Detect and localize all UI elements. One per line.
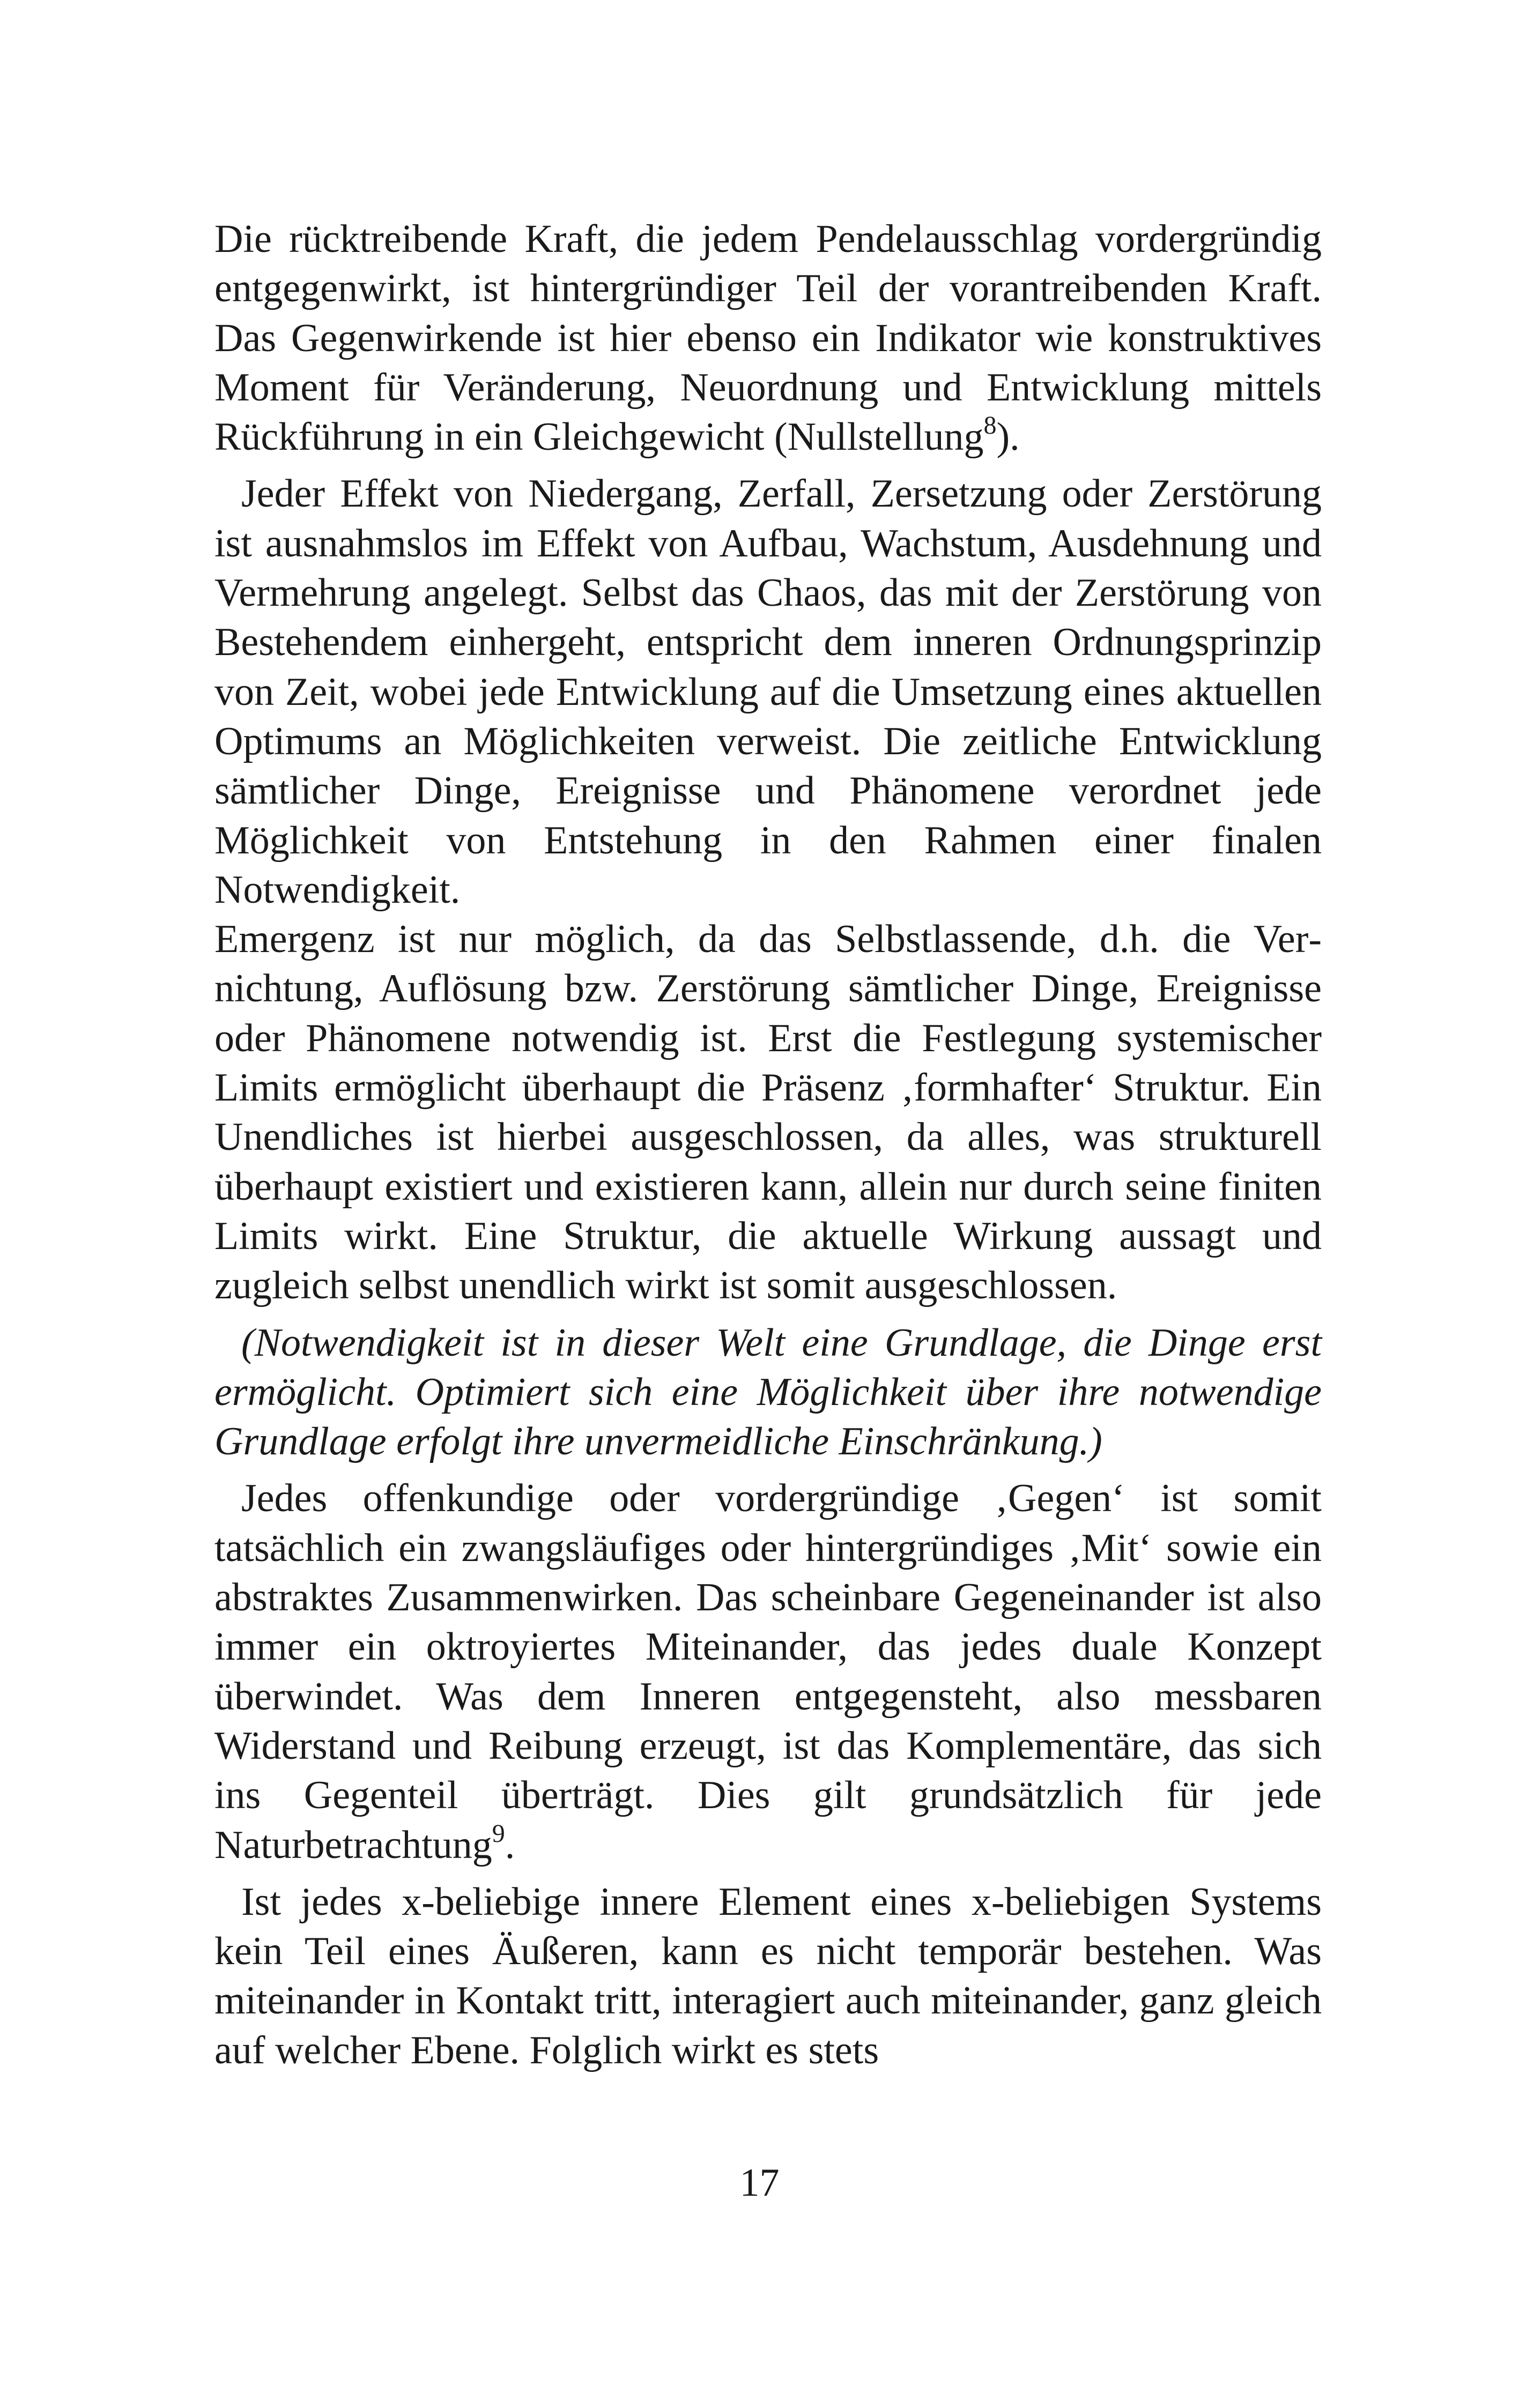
paragraph-pendulum — [214, 214, 1322, 462]
paragraph-text: Jeder Effekt von Niedergang, Zerfall, Zersetzung oder Zerstörung ist ausnahmslos im Effekt von Aufbau, Wachstum, Ausdehnung und Vermehrung angelegt. Selbst das Chaos, das mit der Zerstörung von Bestehendem einhergeht, entspricht dem inneren Ordnungsprinzip von Zeit, wobei jede Entwicklung auf die Umsetzung eines aktuellen Optimums an Möglichkeiten verweist. Die zeitliche Entwicklung sämtlicher Dinge, Ereignisse und Phänomene verordnet jede Möglichkeit von Entstehung in den Rahmen einer finalen Notwendigkeit. — [214, 472, 1322, 912]
paragraph-text: Jedes offenkundige oder vordergründige ‚Gegen‘ ist somit tatsächlich ein zwangsläufiges oder hintergründiges ‚Mit‘ sowie ein abstraktes Zusammenwirken. Das scheinbare Gegeneinander ist also immer ein oktroyiertes Miteinander, das jedes duale Konzept überwindet. Was dem Inneren entgegensteht, also messbaren Widerstand und Reibung erzeugt, ist das Komplementäre, das sich ins Gegenteil überträgt. Dies gilt grundsätzlich für jede Naturbetrachtung — [214, 1476, 1322, 1867]
page-number: 17 — [739, 2161, 780, 2205]
paragraph-text: (Notwendigkeit ist in dieser Welt eine Grundlage, die Dinge erst ermöglicht. Optimiert sich eine Möglichkeit über ihre notwendige Grundlage erfolgt ihre unvermeidliche Einschränkung.) — [214, 1320, 1322, 1464]
footnote-marker[interactable]: 8 — [983, 411, 997, 440]
paragraph-text-end: ). — [996, 415, 1020, 459]
paragraph-text: Emergenz ist nur möglich, da das Selbstlassende, d.h. die Vernichtung, Auflösung bzw. Zerstörung sämtlicher Dinge, Ereignisse oder Phänomene notwendig ist. Erst die Festlegung systemischer Limits ermöglicht überhaupt die Präsenz ‚formhafter‘ Struktur. Ein Unendliches ist hierbei ausgeschlossen, da alles, was strukturell überhaupt existiert und existieren kann, allein nur durch seine finiten Limits wirkt. Eine Struktur, die aktuelle Wirkung aussagt und zugleich selbst unendlich wirkt ist somit ausgeschlossen. — [214, 917, 1322, 1308]
paragraph-against-with — [214, 1474, 1322, 1869]
paragraph-italic-note — [214, 1318, 1322, 1467]
paragraph-system-element — [214, 1877, 1322, 2075]
paragraph-decline — [214, 469, 1322, 915]
footnote-marker[interactable]: 9 — [492, 1819, 505, 1848]
paragraph-text-end: . — [505, 1823, 515, 1867]
paragraph-emergence — [214, 915, 1322, 1310]
paragraph-text: Ist jedes x-beliebige innere Element eines x-beliebigen Systems kein Teil eines Äußeren, kann es nicht temporär bestehen. Was miteinander in Kontakt tritt, interagiert auch miteinander, ganz gleich auf welcher Ebene. Folglich wirkt es stets — [214, 1879, 1322, 2072]
page-body — [214, 214, 1322, 2075]
paragraph-text: Die rücktreibende Kraft, die jedem Pendelausschlag vordergründig entgegenwirkt, ist hintergründiger Teil der vorantreibenden Kraft. Das Gegenwirkende ist hier ebenso ein Indikator wie konstruktives Moment für Veränderung, Neuordnung und Entwicklung mittels Rückführung in ein Gleichgewicht (Nullstellung — [214, 217, 1322, 459]
